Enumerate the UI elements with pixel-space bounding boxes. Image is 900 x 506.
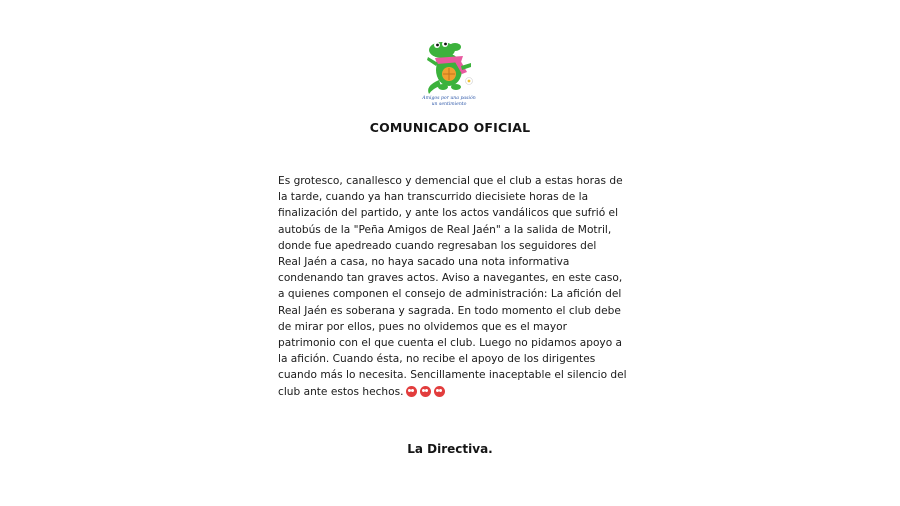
pena-logo (415, 36, 483, 108)
body-line: donde fue apedreado cuando regresaban los seguidores del (278, 239, 597, 252)
body-line: Real Jaén es soberana y sagrada. En todo momento el club debe (278, 304, 621, 317)
body-line-last (278, 384, 638, 400)
body-line: Es grotesco, canallesco y demencial que el club a estas horas de (278, 175, 623, 187)
angry-face-icon (434, 386, 445, 397)
angry-face-icon (406, 386, 417, 397)
angry-face-icon (420, 386, 431, 397)
body-line: patrimonio con el que cuenta el club. Luego no pidamos apoyo a (278, 337, 623, 350)
body-line: de mirar por ellos, pues no olvidemos que es el mayor (278, 320, 567, 333)
body-line: la afición. Cuando ésta, no recibe el apoyo de los dirigentes (278, 353, 596, 366)
statement-body (278, 173, 638, 400)
body-line-last-text: club ante estos hechos. (278, 385, 404, 398)
body-line: la tarde, cuando ya han transcurrido diecisiete horas de la (278, 191, 589, 204)
body-line: cuando más lo necesita. Sencillamente inaceptable el silencio del (278, 369, 627, 382)
signature: La Directiva. (407, 442, 493, 456)
page-title: COMUNICADO OFICIAL (369, 120, 531, 135)
body-line: condenando tan graves actos. Aviso a navegantes, en este caso, (278, 272, 623, 285)
logo-caption-line2: un sentimiento (431, 102, 467, 107)
body-line: finalización del partido, y ante los actos vandálicos que sufrió el (278, 207, 619, 220)
emoji-group (406, 386, 445, 397)
body-line: a quienes componen el consejo de administración: La afición del (278, 288, 622, 301)
body-line: autobús de la "Peña Amigos de Real Jaén" a la salida de Motril, (278, 223, 612, 236)
crocodile-mascot-icon (415, 36, 483, 108)
body-line: Real Jaén a casa, no haya sacado una nota informativa (278, 256, 570, 269)
logo-caption-line1: Amigos por una pasión (422, 96, 476, 101)
